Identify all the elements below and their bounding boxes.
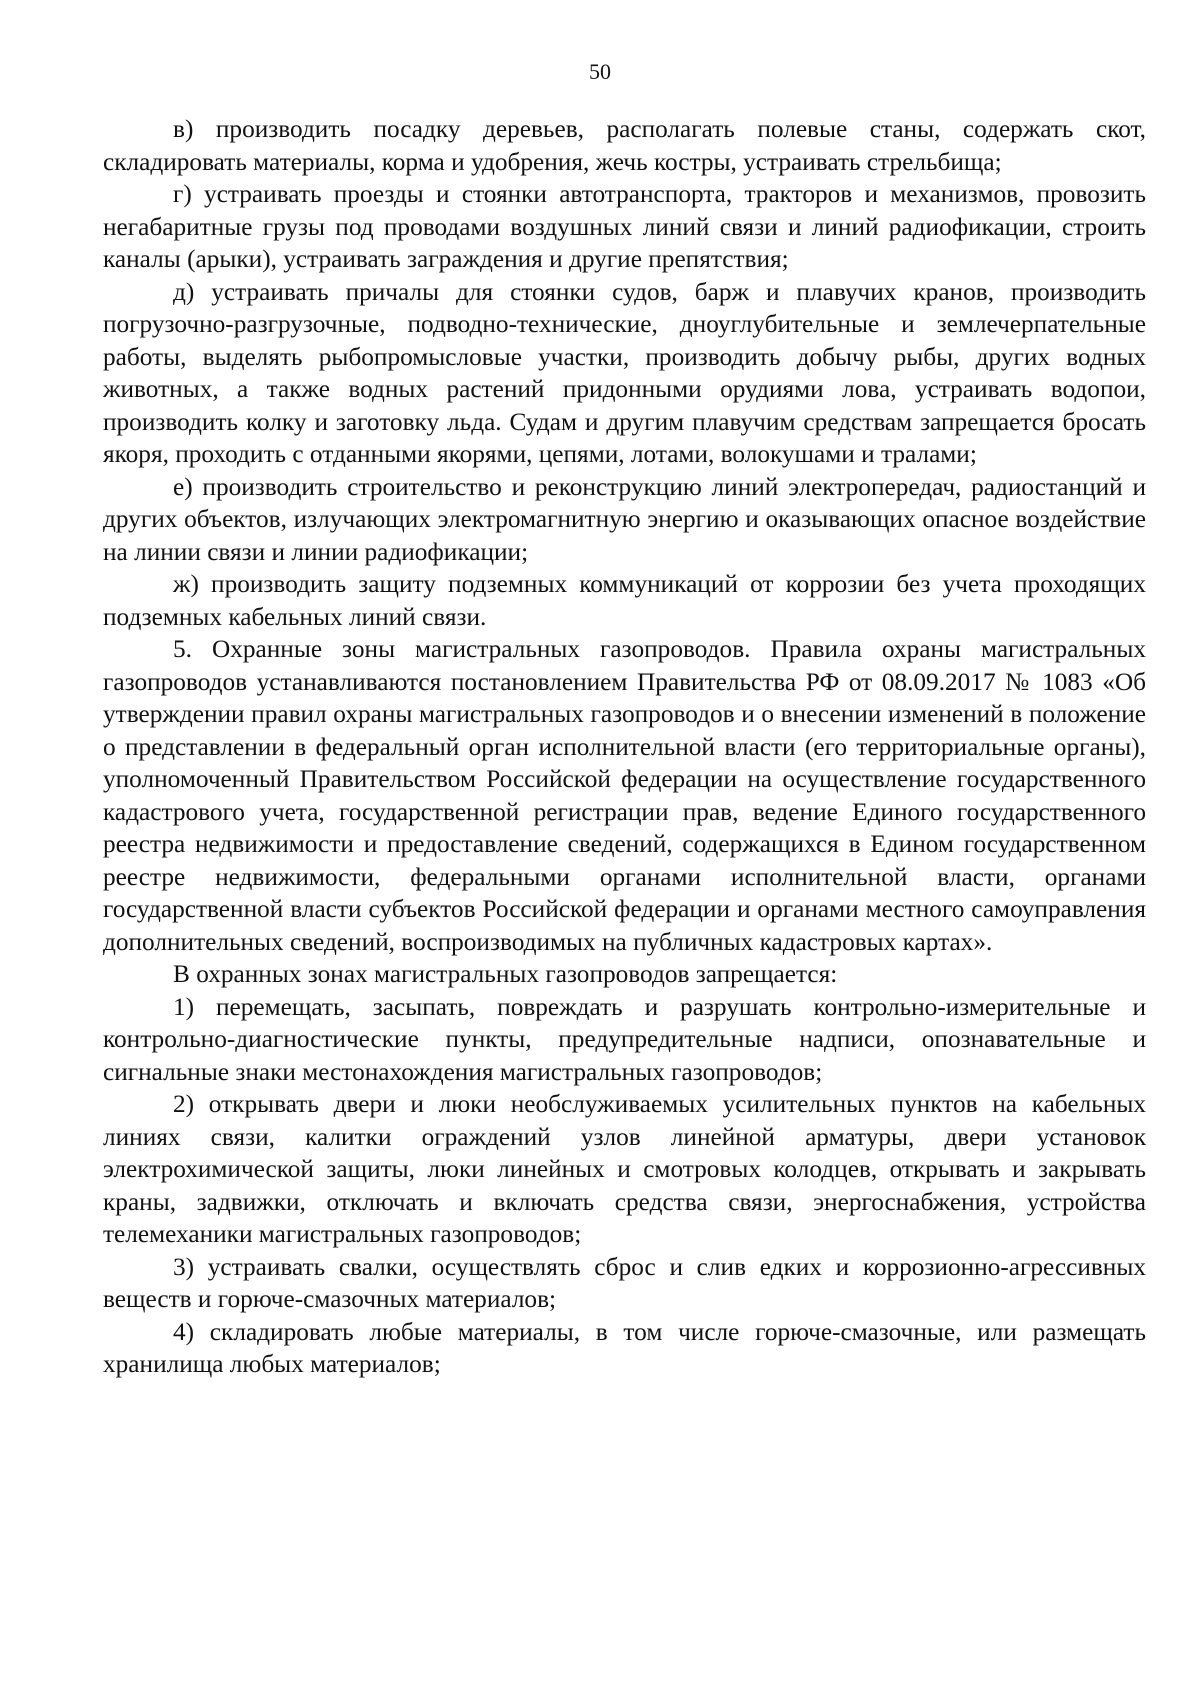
paragraph-item-e: е) производить строительство и реконструкцию линий электропередач, радиостанций и других объектов, излучающих электромагнитную энергию и оказывающих опасное воздействие на линии связи и линии радиофикации; [103, 472, 1146, 566]
paragraph-item-g: г) устраивать проезды и стоянки автотранспорта, тракторов и механизмов, провозить негабаритные грузы под проводами воздушных линий связи и линий радиофикации, строить каналы (арыки), устраивать заграждения и другие препятствия; [103, 180, 1146, 273]
document-body [103, 113, 1146, 1381]
paragraph-prohibition-4: 4) складировать любые материалы, в том числе горюче-смазочные, или размещать хранилища любых материалов; [103, 1317, 1146, 1378]
paragraph-prohibitions-intro: В охранных зонах магистральных газопроводов запрещается: [173, 960, 838, 988]
paragraph-item-v: в) производить посадку деревьев, располагать полевые станы, содержать скот, складировать материалы, корма и удобрения, жечь костры, устраивать стрельбища; [103, 115, 1146, 176]
paragraph-section-5: 5. Охранные зоны магистральных газопроводов. Правила охраны магистральных газопроводов устанавливаются постановлением Правительства РФ от 08.09.2017 № 1083 «Об утверждении правил охраны магистральных газопроводов и о внесении изменений в положение о представлении в федеральный орган исполнительной власти (его территориальные органы), уполномоченный Правительством Российской федерации на осуществление государственного кадастрового учета, государственной регистрации прав, ведение Единого государственного реестра недвижимости и предоставление сведений, содержащихся в Едином государственном реестре недвижимости, федеральными органами исполнительной власти, органами государственной власти субъектов Российской федерации и органами местного самоуправления дополнительных сведений, воспроизводимых на публичных кадастровых картах». [103, 635, 1146, 956]
page-number: 50 [589, 59, 611, 84]
paragraph-item-zh: ж) производить защиту подземных коммуникаций от коррозии без учета проходящих подземных кабельных линий связи. [103, 570, 1146, 631]
paragraph-prohibition-2: 2) открывать двери и люки необслуживаемых усилительных пунктов на кабельных линиях связи, калитки ограждений узлов линейной арматуры, двери установок электрохимической защиты, люки линейных и смотровых колодцев, открывать и закрывать краны, задвижки, отключать и включать средства связи, энергоснабжения, устройства телемеханики магистральных газопроводов; [103, 1090, 1146, 1248]
paragraph-item-d: д) устраивать причалы для стоянки судов, барж и плавучих кранов, производить погрузочно-разгрузочные, подводно-технические, дноуглубительные и землечерпательные работы, выделять рыбопромысловые участки, производить добычу рыбы, других водных животных, а также водных растений придонными орудиями лова, устраивать водопои, производить колку и заготовку льда. Судам и другим плавучим средствам запрещается бросать якоря, проходить с отданными якорями, цепями, лотами, волокушами и тралами; [103, 277, 1146, 468]
paragraph-prohibition-1: 1) перемещать, засыпать, повреждать и разрушать контрольно-измерительные и контрольно-диагностические пункты, предупредительные надписи, опознавательные и сигнальные знаки местонахождения магистральных газопроводов; [103, 992, 1146, 1086]
paragraph-prohibition-3: 3) устраивать свалки, осуществлять сброс и слив едких и коррозионно-агрессивных веществ и горюче-смазочных материалов; [103, 1252, 1146, 1313]
